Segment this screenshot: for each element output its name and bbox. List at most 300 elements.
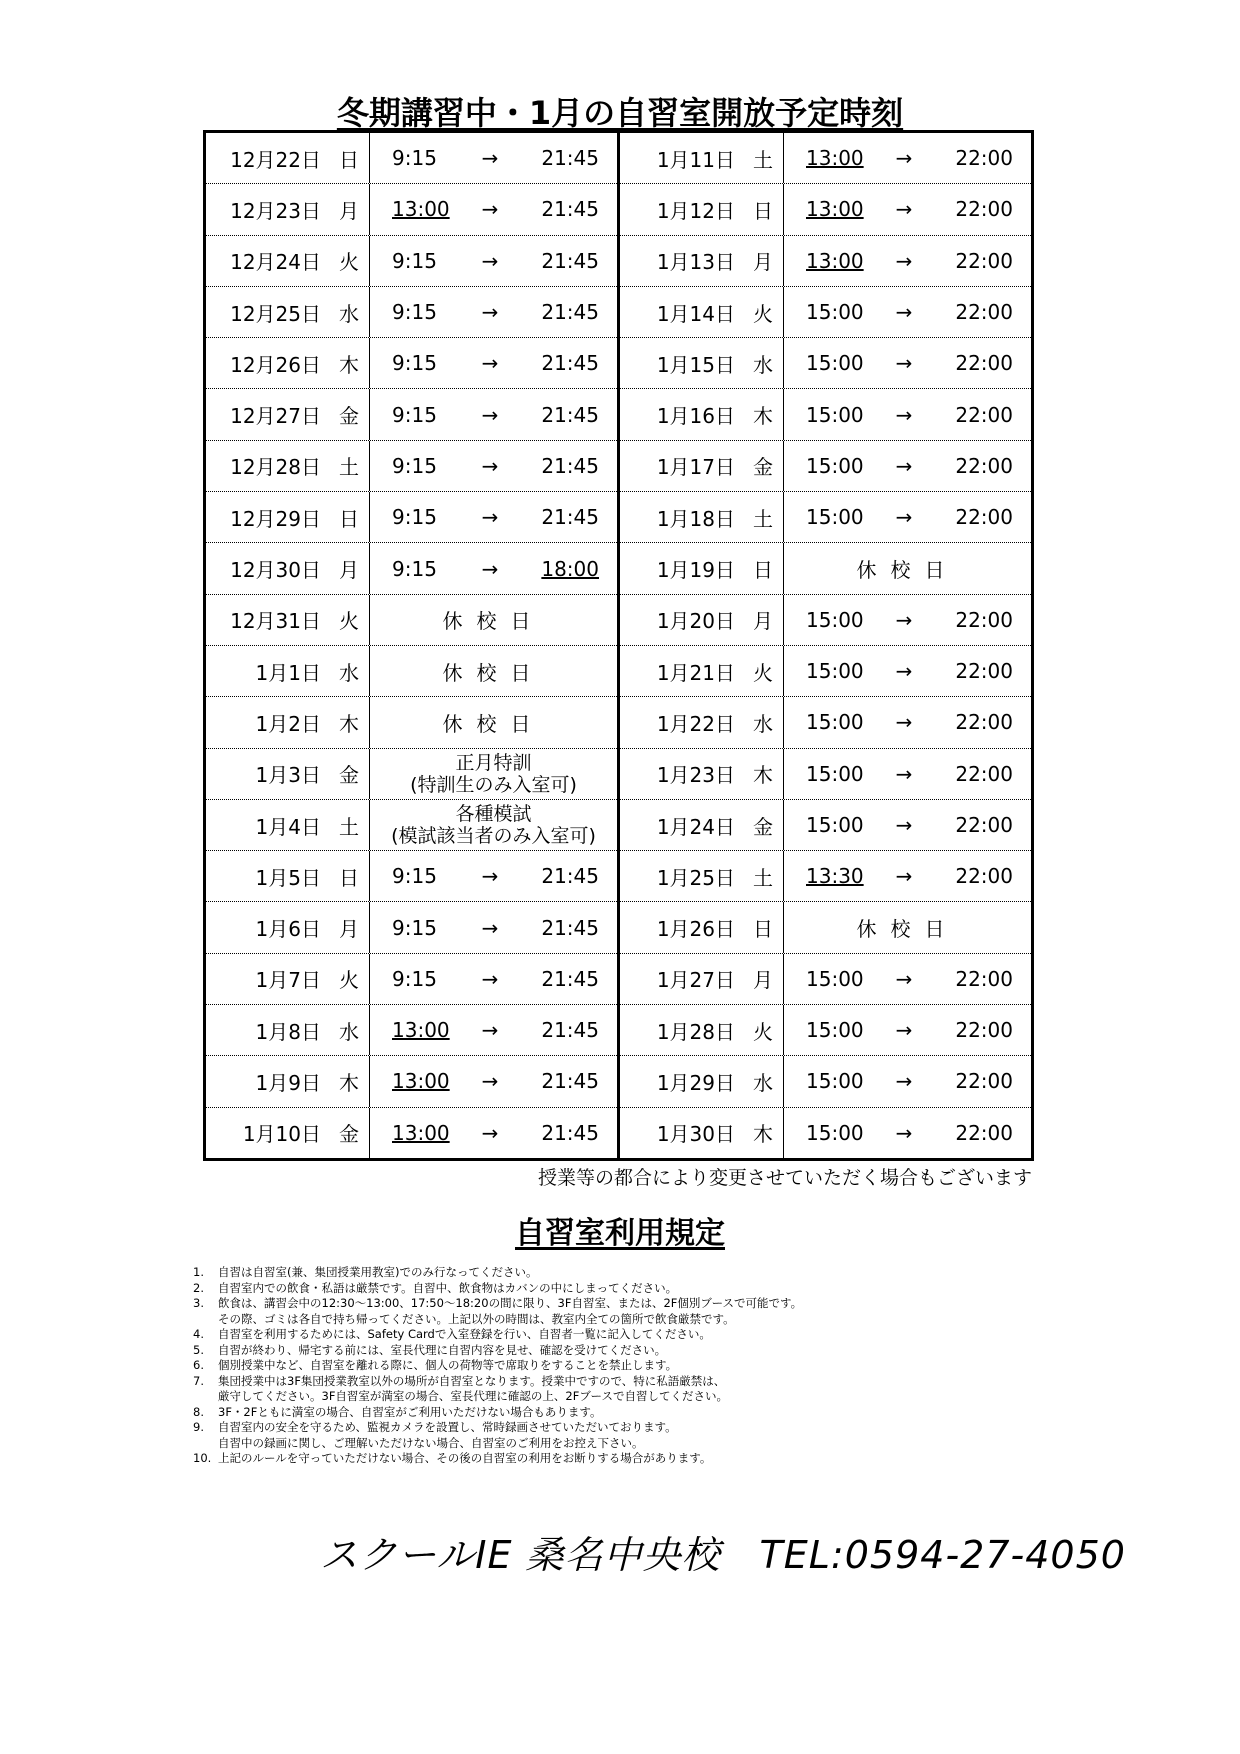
- close-time: 22:00: [955, 197, 1013, 222]
- rule-item: [193, 1265, 802, 1281]
- schedule-row: [620, 749, 1031, 800]
- rule-number: 3.: [193, 1296, 204, 1310]
- date-cell: [206, 697, 370, 747]
- date-text: 12月27日: [230, 404, 321, 429]
- open-time: 15:00: [806, 505, 864, 530]
- date-cell: [206, 646, 370, 696]
- time-cell: [784, 1005, 1031, 1055]
- time-cell: [784, 133, 1031, 183]
- time-cell: [784, 389, 1031, 439]
- rule-text: 自習が終わり、帰宅する前には、室長代理に自習内容を見せ、確認を受けてください。: [218, 1342, 667, 1357]
- open-time: 13:00: [392, 1120, 450, 1145]
- date-cell: [620, 902, 784, 952]
- schedule-row: [620, 1005, 1031, 1056]
- special-note: [370, 749, 617, 799]
- open-time: 9:15: [392, 248, 437, 273]
- schedule-row: [620, 800, 1031, 851]
- date-text: 1月30日: [656, 1122, 735, 1147]
- weekday-text: 木: [339, 711, 359, 736]
- time-cell: [370, 492, 617, 542]
- change-note: 授業等の都合により変更させていただく場合もございます: [538, 1167, 1033, 1189]
- open-time: 9:15: [392, 556, 437, 581]
- date-text: 12月22日: [230, 147, 321, 172]
- time-cell: [784, 851, 1031, 901]
- time-cell: [784, 1108, 1031, 1158]
- close-time: 21:45: [541, 146, 599, 171]
- close-time: 22:00: [955, 453, 1013, 478]
- time-cell: [784, 441, 1031, 491]
- date-text: 1月27日: [656, 968, 735, 993]
- weekday-text: 火: [339, 609, 359, 634]
- open-time: 9:15: [392, 453, 437, 478]
- schedule-row: [206, 133, 617, 184]
- open-time: 13:00: [806, 248, 864, 273]
- schedule-row: [206, 492, 617, 543]
- weekday-text: 水: [753, 352, 773, 377]
- close-time: 21:45: [541, 1120, 599, 1145]
- time-cell: [784, 236, 1031, 286]
- date-text: 1月17日: [656, 455, 735, 480]
- open-time: 15:00: [806, 710, 864, 735]
- arrow: →: [481, 966, 499, 991]
- rule-text: 個別授業中など、自習室を離れる際に、個人の荷物等で席取りをすることを禁止します。: [218, 1358, 678, 1372]
- date-text: 1月14日: [656, 301, 735, 326]
- date-text: 1月29日: [656, 1070, 735, 1095]
- date-cell: [206, 595, 370, 645]
- arrow: →: [895, 710, 913, 735]
- weekday-text: 金: [753, 455, 773, 480]
- schedule-row: [620, 646, 1031, 697]
- arrow: →: [895, 1018, 913, 1043]
- weekday-text: 水: [339, 1019, 359, 1044]
- open-time: 15:00: [806, 607, 864, 632]
- time-cell: [784, 338, 1031, 388]
- close-time: 21:45: [541, 1018, 599, 1043]
- weekday-text: 土: [753, 147, 773, 172]
- arrow: →: [895, 505, 913, 530]
- date-cell: [620, 287, 784, 337]
- date-text: 1月6日: [255, 917, 321, 942]
- date-text: 1月9日: [255, 1070, 321, 1095]
- close-time: 22:00: [955, 146, 1013, 171]
- arrow: →: [481, 864, 499, 889]
- weekday-text: 水: [753, 711, 773, 736]
- arrow: →: [895, 1120, 913, 1145]
- date-cell: [620, 851, 784, 901]
- close-time: 22:00: [955, 761, 1013, 786]
- close-time: 22:00: [955, 505, 1013, 530]
- weekday-text: 月: [339, 917, 359, 942]
- time-cell: [370, 1108, 617, 1158]
- rule-item: [193, 1405, 802, 1421]
- weekday-text: 土: [339, 814, 359, 839]
- weekday-text: 月: [753, 609, 773, 634]
- special-note: [370, 800, 617, 850]
- date-text: 12月26日: [230, 352, 321, 377]
- time-cell: [784, 954, 1031, 1004]
- schedule-row: [620, 389, 1031, 440]
- date-text: 1月1日: [255, 660, 321, 685]
- weekday-text: 木: [753, 404, 773, 429]
- arrow: →: [481, 1018, 499, 1043]
- schedule-row: [206, 646, 617, 697]
- weekday-text: 土: [753, 865, 773, 890]
- close-time: 22:00: [955, 1018, 1013, 1043]
- weekday-text: 日: [753, 917, 773, 942]
- rule-number: 6.: [193, 1358, 204, 1372]
- schedule-row: [206, 902, 617, 953]
- weekday-text: 木: [339, 352, 359, 377]
- close-time: 22:00: [955, 710, 1013, 735]
- schedule-row: [206, 1005, 617, 1056]
- open-time: 9:15: [392, 146, 437, 171]
- arrow: →: [481, 1120, 499, 1145]
- close-time: 21:45: [541, 248, 599, 273]
- date-text: 1月21日: [656, 660, 735, 685]
- weekday-text: 月: [753, 250, 773, 275]
- close-time: 21:45: [541, 351, 599, 376]
- schedule-column-left: [206, 133, 620, 1158]
- date-text: 12月29日: [230, 506, 321, 531]
- time-cell: [370, 133, 617, 183]
- schedule-row: [206, 749, 617, 800]
- schedule-row: [620, 1108, 1031, 1158]
- date-cell: [206, 492, 370, 542]
- rule-item: [193, 1296, 802, 1312]
- date-text: 1月3日: [255, 763, 321, 788]
- date-cell: [206, 1056, 370, 1106]
- close-time: 21:45: [541, 915, 599, 940]
- time-cell: [370, 954, 617, 1004]
- date-cell: [620, 492, 784, 542]
- rule-item: [193, 1420, 802, 1436]
- open-time: 9:15: [392, 505, 437, 530]
- date-text: 1月24日: [656, 814, 735, 839]
- date-cell: [206, 287, 370, 337]
- time-cell: [784, 492, 1031, 542]
- special-note-detail: (特訓生のみ入室可): [410, 773, 577, 796]
- schedule-row: [206, 543, 617, 594]
- date-cell: [620, 338, 784, 388]
- closed-label: 休校日: [442, 660, 545, 685]
- rule-text-continued: その際、ゴミは各自で持ち帰ってください。上記以外の時間は、教室内全ての箇所で飲食厳禁です。: [218, 1311, 735, 1326]
- special-note-title: 正月特訓: [455, 751, 532, 774]
- date-text: 1月7日: [255, 968, 321, 993]
- schedule-row: [206, 1056, 617, 1107]
- date-text: 1月11日: [656, 147, 735, 172]
- arrow: →: [895, 402, 913, 427]
- rule-item: [193, 1281, 802, 1297]
- date-text: 12月23日: [230, 198, 321, 223]
- rule-text: 自習室を利用するためには、Safety Cardで入室登録を行い、自習者一覧に記入してください。: [218, 1327, 711, 1341]
- time-cell: [370, 184, 617, 234]
- open-time: 15:00: [806, 659, 864, 684]
- rule-item: [193, 1358, 802, 1374]
- date-cell: [620, 954, 784, 1004]
- time-cell: [784, 749, 1031, 799]
- weekday-text: 月: [753, 968, 773, 993]
- date-cell: [206, 543, 370, 593]
- close-time: 22:00: [955, 300, 1013, 325]
- date-cell: [620, 1056, 784, 1106]
- weekday-text: 火: [753, 1019, 773, 1044]
- date-cell: [620, 800, 784, 850]
- date-text: 1月18日: [656, 506, 735, 531]
- time-cell: [784, 646, 1031, 696]
- open-time: 15:00: [806, 453, 864, 478]
- open-time: 9:15: [392, 915, 437, 940]
- date-cell: [206, 441, 370, 491]
- schedule-column-right: [620, 133, 1031, 1158]
- arrow: →: [481, 197, 499, 222]
- close-time: 21:45: [541, 864, 599, 889]
- schedule-row: [206, 338, 617, 389]
- weekday-text: 日: [339, 865, 359, 890]
- arrow: →: [895, 761, 913, 786]
- arrow: →: [481, 300, 499, 325]
- date-text: 12月31日: [230, 609, 321, 634]
- date-text: 1月28日: [656, 1019, 735, 1044]
- open-time: 13:00: [392, 1069, 450, 1094]
- close-time: 22:00: [955, 1069, 1013, 1094]
- time-cell: [370, 287, 617, 337]
- time-cell: [370, 1005, 617, 1055]
- date-text: 1月10日: [242, 1122, 321, 1147]
- date-text: 12月24日: [230, 250, 321, 275]
- weekday-text: 金: [753, 814, 773, 839]
- date-text: 1月8日: [255, 1019, 321, 1044]
- weekday-text: 日: [339, 506, 359, 531]
- arrow: →: [895, 966, 913, 991]
- rule-number: 5.: [193, 1342, 204, 1357]
- rule-item: [193, 1451, 802, 1467]
- schedule-row: [620, 902, 1031, 953]
- schedule-row: [206, 697, 617, 748]
- date-text: 1月12日: [656, 198, 735, 223]
- arrow: →: [481, 248, 499, 273]
- date-cell: [206, 902, 370, 952]
- arrow: →: [895, 351, 913, 376]
- open-time: 13:00: [806, 197, 864, 222]
- close-time: 21:45: [541, 197, 599, 222]
- schedule-row: [206, 954, 617, 1005]
- time-cell: [370, 338, 617, 388]
- open-time: 13:00: [392, 1018, 450, 1043]
- date-cell: [620, 1005, 784, 1055]
- time-cell: [370, 441, 617, 491]
- arrow: →: [895, 1069, 913, 1094]
- date-cell: [206, 1108, 370, 1158]
- time-cell: [784, 800, 1031, 850]
- date-text: 1月26日: [656, 917, 735, 942]
- schedule-row: [620, 338, 1031, 389]
- date-cell: [206, 954, 370, 1004]
- schedule-row: [206, 851, 617, 902]
- rule-text: 上記のルールを守っていただけない場合、その後の自習室の利用をお断りする場合があります。: [218, 1451, 712, 1465]
- arrow: →: [895, 607, 913, 632]
- weekday-text: 金: [339, 763, 359, 788]
- time-cell: [370, 851, 617, 901]
- rule-item: [193, 1327, 802, 1343]
- close-time: 21:45: [541, 402, 599, 427]
- date-cell: [206, 1005, 370, 1055]
- schedule-row: [620, 1056, 1031, 1107]
- date-text: 1月23日: [656, 763, 735, 788]
- date-text: 1月5日: [255, 865, 321, 890]
- schedule-row: [206, 236, 617, 287]
- closed-label: 休校日: [442, 609, 545, 634]
- date-cell: [620, 1108, 784, 1158]
- close-time: 22:00: [955, 659, 1013, 684]
- date-cell: [206, 184, 370, 234]
- open-time: 15:00: [806, 761, 864, 786]
- schedule-row: [206, 287, 617, 338]
- time-cell: [370, 1056, 617, 1106]
- close-time: 22:00: [955, 864, 1013, 889]
- open-time: 15:00: [806, 966, 864, 991]
- weekday-text: 日: [753, 558, 773, 583]
- open-time: 15:00: [806, 402, 864, 427]
- date-cell: [620, 646, 784, 696]
- date-cell: [620, 441, 784, 491]
- close-time: 22:00: [955, 402, 1013, 427]
- weekday-text: 木: [753, 1122, 773, 1147]
- arrow: →: [895, 864, 913, 889]
- date-text: 1月25日: [656, 865, 735, 890]
- special-note-title: 各種模試: [455, 803, 532, 825]
- open-time: 15:00: [806, 1069, 864, 1094]
- time-cell: [370, 236, 617, 286]
- weekday-text: 火: [339, 250, 359, 275]
- rule-number: 1.: [193, 1265, 204, 1279]
- rules-list: [193, 1265, 802, 1467]
- close-time: 22:00: [955, 813, 1013, 837]
- weekday-text: 火: [753, 301, 773, 326]
- time-cell: [784, 595, 1031, 645]
- arrow: →: [481, 146, 499, 171]
- closed-label: 休校日: [856, 558, 959, 583]
- close-time: 21:45: [541, 505, 599, 530]
- close-time: 22:00: [955, 607, 1013, 632]
- rule-text: 3F・2Fともに満室の場合、自習室がご利用いただけない場合もあります。: [218, 1404, 602, 1419]
- date-cell: [620, 133, 784, 183]
- arrow: →: [895, 300, 913, 325]
- open-time: 15:00: [806, 1120, 864, 1145]
- closed-label: 休校日: [442, 711, 545, 736]
- rule-text: 自習室内での飲食・私語は厳禁です。自習中、飲食物はカバンの中にしまってください。: [218, 1280, 678, 1295]
- schedule-row: [620, 492, 1031, 543]
- weekday-text: 木: [753, 763, 773, 788]
- time-cell: [784, 184, 1031, 234]
- time-cell: [370, 389, 617, 439]
- schedule-table: [203, 130, 1034, 1161]
- open-time: 9:15: [392, 402, 437, 427]
- date-text: 12月30日: [230, 558, 321, 583]
- time-cell: [370, 902, 617, 952]
- arrow: →: [895, 453, 913, 478]
- open-time: 13:00: [806, 146, 864, 171]
- date-text: 1月19日: [656, 558, 735, 583]
- rule-text: 自習は自習室(兼、集団授業用教室)でのみ行なってください。: [218, 1265, 538, 1279]
- date-cell: [206, 338, 370, 388]
- rule-item: [193, 1343, 802, 1359]
- date-cell: [620, 543, 784, 593]
- arrow: →: [481, 556, 499, 581]
- open-time: 15:00: [806, 1018, 864, 1043]
- schedule-row: [620, 954, 1031, 1005]
- close-time: 21:45: [541, 300, 599, 325]
- date-cell: [620, 595, 784, 645]
- arrow: →: [895, 659, 913, 684]
- open-time: 13:30: [806, 864, 864, 889]
- schedule-row: [206, 800, 617, 851]
- rule-number: 7.: [193, 1373, 204, 1388]
- schedule-row: [620, 697, 1031, 748]
- close-time: 22:00: [955, 1120, 1013, 1145]
- arrow: →: [895, 248, 913, 273]
- date-cell: [206, 800, 370, 850]
- date-cell: [620, 749, 784, 799]
- page-title: 冬期講習中・1月の自習室開放予定時刻: [336, 94, 904, 132]
- time-cell: [370, 543, 617, 593]
- rule-number: 2.: [193, 1280, 204, 1295]
- date-cell: [620, 697, 784, 747]
- weekday-text: 火: [339, 968, 359, 993]
- date-cell: [620, 389, 784, 439]
- schedule-row: [620, 595, 1031, 646]
- weekday-text: 水: [339, 301, 359, 326]
- close-time: 21:45: [541, 1069, 599, 1094]
- weekday-text: 水: [339, 660, 359, 685]
- schedule-row: [620, 236, 1031, 287]
- date-text: 1月22日: [656, 711, 735, 736]
- arrow: →: [895, 197, 913, 222]
- open-time: 9:15: [392, 864, 437, 889]
- rule-text-continued: 自習中の録画に関し、ご理解いただけない場合、自習室のご利用をお控え下さい。: [218, 1435, 644, 1450]
- schedule-row: [206, 441, 617, 492]
- schedule-row: [620, 133, 1031, 184]
- schedule-row: [206, 595, 617, 646]
- schedule-row: [206, 184, 617, 235]
- date-text: 12月25日: [230, 301, 321, 326]
- time-cell: [784, 287, 1031, 337]
- date-cell: [206, 236, 370, 286]
- closed-label: 休校日: [856, 917, 959, 942]
- close-time: 22:00: [955, 248, 1013, 273]
- weekday-text: 土: [339, 455, 359, 480]
- arrow: →: [481, 1069, 499, 1094]
- rule-text: 飲食は、講習会中の12:30～13:00、17:50～18:20の間に限り、3F自習室、または、2F個別ブースで可能です。: [218, 1296, 803, 1310]
- close-time: 21:45: [541, 453, 599, 478]
- arrow: →: [481, 453, 499, 478]
- arrow: →: [481, 351, 499, 376]
- weekday-text: 土: [753, 506, 773, 531]
- open-time: 9:15: [392, 966, 437, 991]
- date-cell: [206, 851, 370, 901]
- schedule-row: [206, 389, 617, 440]
- open-time: 9:15: [392, 300, 437, 325]
- date-text: 1月16日: [656, 404, 735, 429]
- weekday-text: 金: [339, 404, 359, 429]
- rule-number: 8.: [193, 1404, 204, 1419]
- schedule-row: [620, 851, 1031, 902]
- rule-text: 集団授業中は3F集団授業教室以外の場所が自習室となります。授業中ですので、特に私語厳禁は、: [218, 1373, 726, 1388]
- special-note-detail: (模試該当者のみ入室可): [391, 825, 596, 847]
- date-cell: [206, 749, 370, 799]
- date-text: 12月28日: [230, 455, 321, 480]
- rule-text: 自習室内の安全を守るため、監視カメラを設置し、常時録画させていただいております。: [218, 1420, 677, 1434]
- time-cell: [784, 1056, 1031, 1106]
